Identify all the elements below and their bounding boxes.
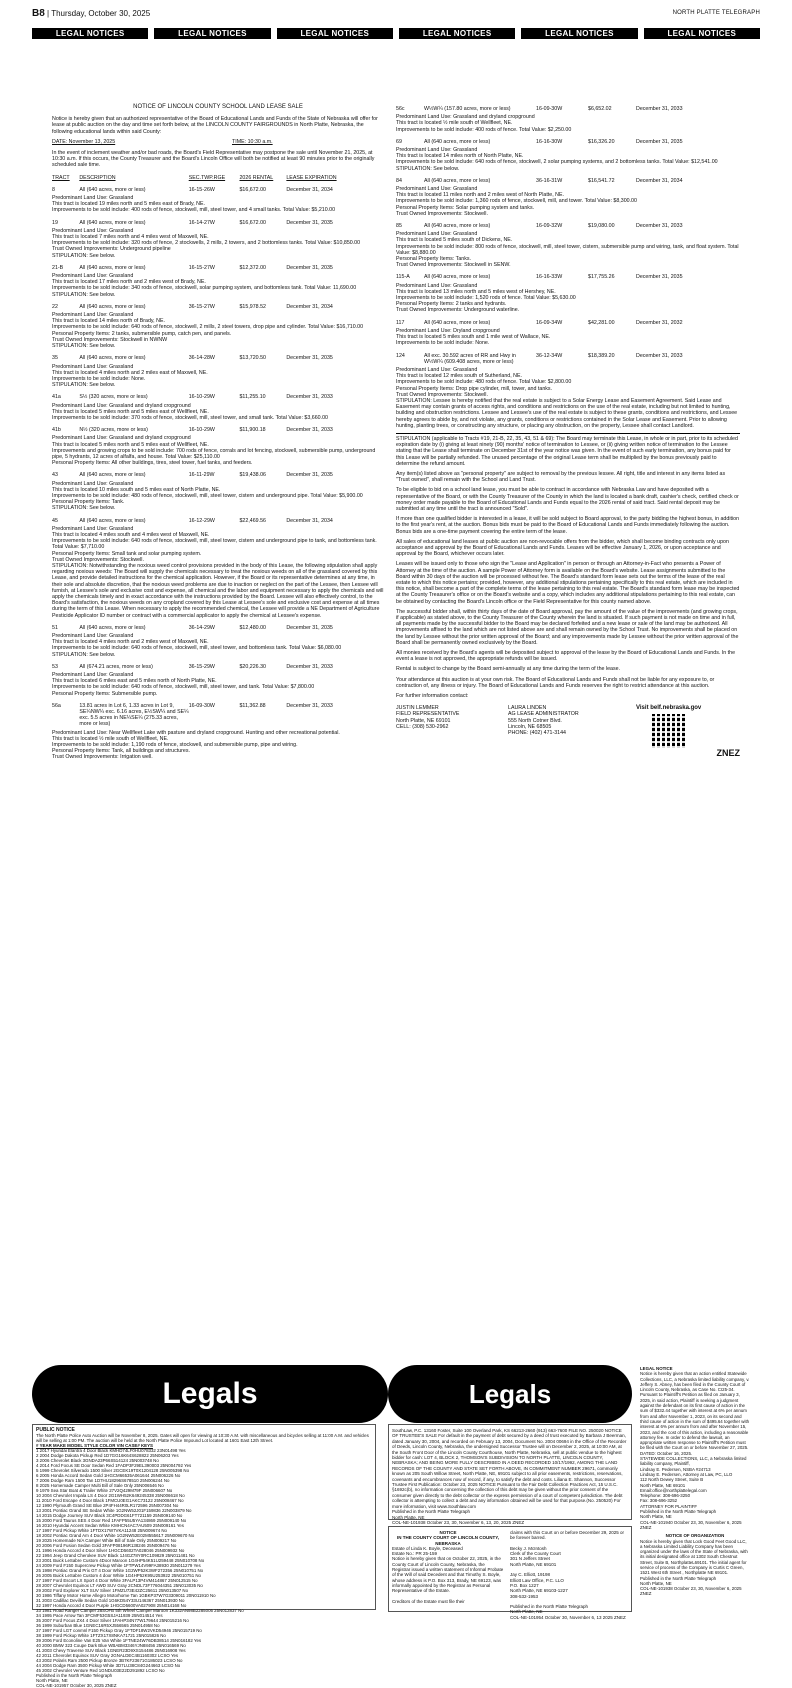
terms-paragraph: Leases will be issued only to those who sign the "Lease and Application" in person or through an Attorney-in-Fact who presents a Power of Attorney at the time of the auction. A sample Power of Attorney form is available on the Board's website. Lease assignments submitted to the Board within 30 days of the auction will be processed without fee. The Board's standard form lease sets out the terms of the lease of the real estate to which this notice pertains; provided, however, any additional stipulations pertaining specifically to this real estate, which are included in this notice, shall become a part of the complete terms of the lease pertaining to this real estate. The Board's standard form lease may be inspected at the County Treasurer's office or on the Board's website and a copy, which includes any additional stipulations pertaining to this real estate, can be obtained by contacting the Board's Lincoln office or the Field Representative for this county named above. bbox=[396, 561, 740, 605]
tract-cell: $11,362.88 bbox=[239, 702, 266, 709]
tract-cell: 21-B bbox=[52, 264, 64, 271]
terms-paragraph: The successful bidder shall, within thirty days of the date of Board approval, pay the amount of the value of the improvements (and growing crops, if applicable) as stated above, to the County Treasurer of the County wherein the land is situated. If such payment is not made on time and in full, all payments made by the successful bidder to the Board may be declared forfeited and a new lease or sale of the land may be authorized. All improvements affixed to the land which are not listed above are and shall remain owned by the School Trust. No improvements shall be placed on the land by Lessee without the prior written approval of the Board; and any improvements made by Lessee without the prior written approval of the Board shall be permanently owned exclusively by the Board. bbox=[396, 608, 739, 646]
tract-cell: 36-12-34W bbox=[536, 352, 563, 359]
band-label: LEGAL NOTICES bbox=[154, 28, 270, 39]
tract-cell: 16-10-29W bbox=[188, 394, 215, 401]
tract-cell: 56c bbox=[396, 106, 405, 112]
col-header: LEASE EXPIRATION bbox=[286, 174, 337, 181]
tract-row bbox=[396, 223, 740, 229]
legals-banner: Legals bbox=[32, 1365, 388, 1423]
tract-cell: December 31, 2033 bbox=[636, 106, 683, 112]
weather-note: In the event of inclement weather and/or bad roads, the Board's Field Representative may postpone the sale until November 21, 2025, at 10:30 a.m. If this occurs, the County Treasurer and the Board's Lincoln Office will both be notified at least 90 minutes prior to the originally scheduled sale time. bbox=[52, 150, 375, 169]
tract-details: Predominant Land Use: Grassland This tract is located 13 miles north and 5 miles west of Hershey, NE. Improvements to be sold include: 1,520 rods of fence. Total Value: $5,630.00 Personal Property Items: 2 tanks and hydrants. Trust Owned Improvements: Underground waterline. bbox=[396, 282, 576, 314]
tract-cell: December 31, 2035 bbox=[286, 472, 333, 479]
terms-paragraph: To be eligible to bid on a school land lease, you must be able to contract in accordance with Nebraska Law and have deposited with a representative of the Board, or with the County Treasurer of the County in which the land is located a bank draft, cashier's check, certified check or money order made payable to the Board of Educational Lands and Funds equal to the 2026 rental of said tract. Said rental deposit may be submitted at any time until the tract is announced "Sold". bbox=[396, 487, 739, 512]
tract-cell: December 31, 2033 bbox=[286, 702, 333, 709]
tract-cell: 117 bbox=[396, 319, 405, 326]
tract-row bbox=[396, 320, 740, 326]
tract-cell: 16-09-30W bbox=[188, 702, 215, 709]
tract-cell: $15,978.52 bbox=[239, 303, 266, 310]
tract-cell: 16-12-29W bbox=[188, 517, 215, 524]
tract-cell: All (640 acres, more or less) bbox=[424, 138, 491, 145]
tract-details: Predominant Land Use: Grassland This tract is located 17 miles north and 2 miles west of Brady, NE. Improvements to be sold include: 340 rods of fence, stockwell, solar pumping system, and bottomless tank. Total Value: 11,690.00 STIPULATION: See below. bbox=[52, 273, 357, 298]
vehicle-table-header: # YEAR MAKE MODEL STYLE COLOR VIN CASE# KEYS bbox=[36, 1443, 153, 1448]
col-header: SEC.TWP.RGE bbox=[188, 174, 226, 181]
tract-cell: December 31, 2032 bbox=[636, 319, 683, 326]
tract-cell: $42,281.00 bbox=[588, 319, 615, 326]
contact-field-rep: JUSTIN LEMMER FIELD REPRESENTATIVE North Platte, NE 69101 CELL: (308) 530-2962 bbox=[396, 705, 460, 730]
tract-row bbox=[396, 178, 740, 184]
tract-row bbox=[52, 703, 384, 728]
tract-cell: All exc. 30.592 acres of RR and Hwy in W½W¼ (609.408 acres, more or less) bbox=[424, 352, 516, 365]
tract-cell: 45 bbox=[52, 517, 58, 524]
tract-cell: 41a bbox=[52, 394, 61, 401]
tract-cell: December 31, 2033 bbox=[286, 394, 333, 401]
tract-cell: December 31, 2034 bbox=[286, 186, 333, 193]
tract-row bbox=[396, 353, 740, 365]
tract-cell: 36-14-29W bbox=[188, 624, 215, 631]
vehicle-list: 1 2017 Hyundai Elantra 4 Door Black KMHD74LF0HU078332 23N01498 Yes 2 2004 Dodge Dakota Pickup Red 1D7GG16K64S628822 25N06203 Yes 3 2006 Chevrolet Black 3GNDA23P66S514124 25N003748 No 4 2014 Ford Focus SE Door Sedan Red 1FADP3F29EL390003 25N004792 Yes 5 1999 Chevrolet Silverado 1500 Silver 2GCEK19T0X1204128 25N005398 No 6 2005 Honda Accord Sedan Gold 1HGCM66535A061644 25N006226 No 7 2006 Dodge Ram 1500 Tan 1D7HU18296S678510 25N006244 No 8 2025 Homemade Camper Multi Bill of Sale Only 25N006546 No 9 1979 Sea Star Boat & Trailer White 27V2Q429M79F 25N006607 No 10 2004 Chevrolet Impala LS 4 Door 2G1WH52K649245338 25N006618 No 11 2010 Ford Escape 4 Door Black 1FMCU0EG1AKC73122 25N008467 No 12 1990 Plymouth Grand SE Blue 2P4FH44R0LR172596 25N007304 No 13 2001 Pontiac Grand SE Sedan White 1G2NW52J01F159836 22N003879 No 14 2015 Dodge Journey SUV Black 3C4PDDG61FT721159 25N009140 No 15 2000 Ford Taurus SES 4 Door Red 1FAFP55U5YA134869 25N009140 No 16 2010 Hyundai Accent Sedan White KMHCN4AC7AU509 25N009161 Yes 17 1997 Ford Pickup White 1FTDX17W7VKA11248 25N009674 No 18 2002 Pontiac Grand Am 4 Door White 1G2NW52E02M555617 25N009670 No 19 2025 Homemade N/A Camper White Bill of Sale Only 25N009217 No 20 2006 Ford Fusion Sedan Gold 3FAFP08196R138246 25N009476 No 21 1996 Honda Accord 4 Door Silver 1HGCD5602TA028046 25N009932 No 22 1994 Jeep Grand Cherokee SUV Black 1J4GZ78Y0RC109829 25N011481 No 23 2001 Buick LeSabre Custom 4Door Maroon 1G4HP54K51U259448 25N010708 No 24 2009 Ford F150 Supercrew Pickup White 1FTPW14V99FA38930 25N011279 Yes 25 1998 Pontiac Grand Prix GT 4 Door White 1G2WP52K3WF272356 25N010751 No 26 2005 Buick LeSabre Custom 4 door White 1G4HP52K95U253922 25N010751 No 27 1997 Ford Escort LX Sport 4 Door White 3FALP13P4VM414867 25N012515 No 28 2007 Chevrolet Equinox LT AWD SUV Gray 2CNDL73F776044351 25N013035 No 29 2002 Ford Explorer XLT SUV Silver 1FMZU73E42ZC25611 25N013507 No 30 1986 Tiffany Motor Home Allegro Motorhome Tan 1GBKP37W7G3309011 20N011910 No 31 2003 Cadillac Deville Sedan Gold 1G6KD54Y33U146367 25N013930 No 32 1997 Honda Accord 4 Door Purple 1HGCD5600VA027908 25N014168 No 33 1981 Road Ranger Camper 28SOFB 5th Wheel Camper Maroon 1K332AN98B2285005 25N012837 No 34 1995 Pace Arrow Tan 3FCMF53G5SJA11939 25N014514 Yes 35 2007 Ford Focus ZX4 4 Door Silver 1FAHP34N77W179644 25N015216 No 36 1999 Suburban Blue 1GNEC16R5XJ556565 25N014958 No 37 1997 Ford LGT conmnl F150 Pickup Gray 1FTDF18W2VKD54946 25N015719 No 38 1999 Ford Pickup White 1FTZX17X8NKA71721 25N015826 No 39 2006 Ford Econoline Van E25 Van White 1FTNE24W76DB38514 25N016182 Yes 40 2000 BMW 323 Coupe Dark Blue WBABM3346YJN88456 25N016569 No 41 2003 Chevy Traverse SUV Black 1GNER23D9XS154486 25N016908 Yes 42 2011 Chevrolet Equinox SUV Gray 2GNALDEC4B1160302 LCSO Yes 43 2002 Polaris Ram 2500 Pickup Bronze 3B7KF23671G186023 LCSO No 44 2004 Dodge Ram 3500 Pickup White 3D7LU38C84G244663 LCSO No 45 2002 Chevrolet Venture Red 1GNDU03E22D291892 LCSO No bbox=[36, 1448, 244, 1673]
terms-paragraph: If more than one qualified bidder is interested in a lease, it will be sold subject to Board approval, to the party bidding the highest bonus, in addition to the first year's rent, at the auction. Bonus bids must be paid to the Board of Educational Lands and Funds immediately following the auction. Bonus bids are a one-time payment covering the entire term of the lease. bbox=[396, 516, 740, 535]
date-time-row bbox=[52, 139, 384, 145]
notice-intro: Notice is hereby given that an authorized representative of the Board of Educational Lands and Funds of the State of Nebraska will offer for lease at public auction on the day and time set forth below, at the LINCOLN COUNTY FAIRGROUNDS in North Platte, Nebraska, the following educational lands within said County: bbox=[52, 116, 378, 135]
tract-cell: $16,541.72 bbox=[588, 177, 615, 184]
page-header bbox=[32, 8, 760, 22]
tract-cell: $22,469.56 bbox=[239, 517, 266, 524]
tract-cell: $19,438.06 bbox=[239, 472, 266, 479]
tract-cell: December 31, 2033 bbox=[636, 352, 683, 359]
notice-heading: NOTICE OF ORGANIZATION bbox=[665, 1533, 725, 1539]
tract-list bbox=[52, 187, 384, 761]
tract-cell: December 31, 2035 bbox=[636, 274, 683, 281]
notice-heading: LEGAL NOTICE bbox=[640, 1366, 673, 1371]
tract-cell: $16,672.00 bbox=[239, 219, 266, 226]
col-header: TRACT bbox=[52, 174, 70, 181]
tract-row bbox=[52, 518, 384, 524]
table-header bbox=[52, 175, 384, 181]
tract-cell: December 31, 2033 bbox=[286, 427, 333, 434]
school-land-notice-right bbox=[396, 100, 740, 757]
organization-notice: Notice is hereby given that Lock Good Feet Good LLC, a Nebraska Limited Liability Company has been organized under the laws of the State of Nebraska, with its initial designated office at 1302 South Chestnut Street, Suite B, NorthplatteL69101. The initial agent for service of process of the Company is Curtis C Green, 1521 West 6th Street , Northplatte NE 69101. Published in the North Platte Telegraph North Platte, NE COL-NE-101938 October 23, 30, November 6, 2025 ZNEZ bbox=[640, 1538, 748, 1597]
page-header-left bbox=[32, 8, 150, 19]
tract-cell: 84 bbox=[396, 177, 402, 184]
tract-cell: $6,652.02 bbox=[588, 106, 612, 112]
tract-cell: December 31, 2035 bbox=[286, 355, 333, 362]
tract-details: Predominant Land Use: Grassland This tract is located 7 miles north and 4 miles west of Maxwell, NE. Improvements to be sold include: 320 rods of fence, 2 stockwells, 2 mills, 2 towers, and 2 bottomless tanks. Total Value: $10,850.00 Trust Owned Improvements: Underground pipeline STIPULATION: See below. bbox=[52, 227, 361, 259]
sale-time: TIME: 10:30 a.m. bbox=[232, 138, 273, 145]
tract-details: Predominant Land Use: Grassland This tract is located 10 miles south and 5 miles east of North Platte, NE. Improvements to be sold include: 480 rods of fence, stockwell, mill, steel tower, cistern and underground pipe. Total Value: $5,900.00 Personal Property Items: Tank. STIPULATION: See below. bbox=[52, 480, 363, 512]
tract-row bbox=[52, 304, 384, 310]
tract-cell: $11,255.10 bbox=[239, 394, 266, 401]
tract-cell: W½W¼ (157.80 acres, more or less) bbox=[424, 106, 511, 112]
band-label: LEGAL NOTICES bbox=[521, 28, 637, 39]
tract-cell: 43 bbox=[52, 472, 58, 479]
tract-details: Predominant Land Use: Grassland This tract is located 11 miles north and 2 miles west of North Platte, NE. Improvements to be sold include: 1,360 rods of fence, stockwell, mill, and tower. Total Value: $8,300.00 Personal Property Items: Solar pumping system and tanks. Trust Owned Improvements: Stockwell. bbox=[396, 186, 637, 217]
terms-paragraph: Any item(s) listed above as "personal property" are subject to removal by the previous lessee. All right, title and interest in any items listed as "Trust owned", shall remain with the School and Land Trust. bbox=[396, 470, 726, 484]
tract-details: Predominant Land Use: Grassland This tract is located 14 miles north of Brady, NE. Improvements to be sold include: 640 rods of fence, stockwell, 2 mills, 2 steel towers, drop pipe and cylinder. Total Value: $16,710.00 Personal Property Items: 2 tanks, submersible pump, catch pen, and panels. Trust Owned Improvements: Stockwell in NWNW STIPULATION: See below. bbox=[52, 312, 364, 350]
tract-details: Predominant Land Use: Grassland This tract is located 19 miles north and 5 miles east of Brady, NE. Improvements to be sold include: 400 rods of fence, stockwell, mill, steel tower, and 4 small tanks. Total Value: $5,210.00 bbox=[52, 195, 336, 214]
tract-cell: December 31, 2035 bbox=[286, 624, 333, 631]
tract-cell: December 31, 2034 bbox=[286, 517, 333, 524]
terms-paragraph: STIPULATION (applicable to Tracts #19, 21-B, 22, 35, 43, 51 & 69): The Board may terminate this Lease, in whole or in part, prior to its scheduled expiration date by (i) giving at least ninety (90) months' notice of termination to Lessee, or (ii) giving written notice of termination to the Lessee stating that the Lease shall terminate on December 31st of the year notice was given. In the event of such early termination, any bonus paid for this Lease will be partially refunded. The unused percentage of the original Lease term shall be multiplied by the bonus previously paid to determine the refund amount. bbox=[396, 433, 740, 467]
tract-cell: $13,720.50 bbox=[239, 355, 266, 362]
tract-cell: 16-14-27W bbox=[188, 219, 215, 226]
tract-cell: December 31, 2034 bbox=[286, 303, 333, 310]
tract-details: Predominant Land Use: Grassland This tract is located 4 miles south and 4 miles west of Maxwell, NE. Improvements to be sold include: 640 rods of fence, stockwell, mill, steel tower, cistern and underground pipe to tank, and bottomless tank. Total Value: $7,710.00 Personal Property Items: Small tank and solar pumping system. Trust Owned Improvements: Stockwell. STIPULATION: Notwithstanding the noxious weed control provisions provided in the body of this Lease, the following stipulation shall apply regarding noxious weeds: The Board will supply the chemicals necessary to treat the noxious weeds on all of the grassland covered by this Lease, and provide detailed instructions for the chemical application. However, if the Board or its representative determines at any time, in their sole and absolute discretion, that the noxious weed problems are due to inaction or neglect on the part of the Lessee, then Lessee will furnish, at Lessee's sole and exclusive cost and expense, all chemical and the labor and equipment necessary to apply the chemicals and will apply the chemicals timely and in exact accordance with the instructions provided by the Board. Lessee will also effectively control, to the Board's satisfaction, the noxious weeds on any cropland covered by this Lease at Lessee's sole and exclusive cost and expense at all times during the term of this Lease. When necessary to apply the recommended chemical, the Lessee will provide a NE Department of Agriculture Pesticide Applicator ID number or contract with a commercial applicator to apply the chemical at Lessee's expense. bbox=[52, 525, 384, 619]
tract-cell: $18,389.20 bbox=[588, 352, 615, 359]
tract-row bbox=[52, 427, 384, 433]
collections-notice: Notice is hereby given that an action entitled Statewide Collections, LLC, a Nebraska limited liability company, v. Jeffery S. Abney, has been filed in the County Court of Lincoln County, Nebraska, as Case No. CI25-34. Pursuant to Plaintiff's Petition as filed on January 3, 2025, in said action, Plaintiff is seeking a judgment against the defendant on its first cause of action in the sum of $332.44 together with interest at 6% per annum from and after November 1, 2023, on its second and third cause of action in the sum of $495.64 together with interest at 6% per annum from and after November 15, 2023, and the cost of this action, including a reasonable attorney fee. In order to defend the lawsuit, an appropriate written response to Plaintiff's Petition must be filed with the Court on or before November 27, 2025. DATED: October 16, 2025. STATEWIDE COLLECTIONS, LLC, a Nebraska limited liability company, Plaintiff, Lindsay E. Pedersen, NSBA #24713 Lindsay E. Pedersen, Attorney at Law, PC, LLO 112 North Dewey Street, Suite B North Platte, NE 69101 Email:office@northplattelegal.com Telephone: 308-696-3250 Fax: 308-696-3252 ATTORNEY FOR PLAINTIFF Published in the North Platte Telegraph North Platte, NE COL-NE-101940 October 23, 30, November 6, 2025 ZNEZ bbox=[640, 1371, 750, 1530]
tract-cell: 51 bbox=[52, 624, 58, 631]
tract-cell: 16-16-30W bbox=[536, 138, 563, 145]
contact-administrator: LAURA LINDEN AG LEASE ADMINISTRATOR 555 North Cotner Blvd. Lincoln, NE 68505 PHONE: (402) 471-3144 bbox=[508, 705, 579, 737]
tract-cell: All (640 acres, more or less) bbox=[79, 264, 146, 271]
band-label: LEGAL NOTICES bbox=[32, 28, 148, 39]
tract-cell: 16-09-30W bbox=[536, 106, 563, 112]
tract-details: Predominant Land Use: Grassland and dryland cropground This tract is located ½ mile south of Wellfleet, NE. Improvements to be sold include: 400 rods of fence. Total Value: $2,250.00 bbox=[396, 114, 572, 133]
tract-cell: S½ (320 acres, more or less) bbox=[79, 394, 148, 401]
tract-cell: All (640 acres, more or less) bbox=[79, 186, 146, 193]
legals-banner: Legals bbox=[388, 1365, 632, 1423]
probate-right: claims with this Court on or before December 29, 2025 or be forever barred. Becky J. McIntosh Clerk of the County Court 301 N Jeffers Street North Platte, NE 69101 Jay C. Elliott, 19198 Elliott Law Office, P.C. LLO P.O. Box 1227 North Platte, NE 69103-1227 308-532-1953 Published in the North Platte Telegraph North Platte, NE COL-NE-101954 October 30, November 6, 13 2025 ZNEZ bbox=[510, 1530, 626, 1620]
court-name: IN THE COUNTY COURT OF LINCOLN COUNTY, NEBRASKA bbox=[397, 1535, 499, 1546]
tract-details: Predominant Land Use: Grassland This tract is located 4 miles north and 2 miles east of Maxwell, NE. Improvements to be sold include: None. STIPULATION: See below. bbox=[52, 363, 208, 389]
legal-notice-right bbox=[640, 1366, 750, 1597]
tract-cell: 36-15-29W bbox=[188, 663, 215, 670]
band-label: LEGAL NOTICES bbox=[399, 28, 515, 39]
tract-cell: 36-16-31W bbox=[536, 177, 563, 184]
tract-cell: All (640 acres, more or less) bbox=[79, 517, 146, 524]
tract-details: Predominant Land Use: Near Wellfleet Lake with pasture and dryland cropground. Hunting and other recreational potential. This tract is located ½ mile south of Wellfleet, NE. Improvements to be sold include: 1,190 rods of fence, stockwell, and submersible pump, pipe and wiring. Personal Property Items: Tank, all buildings and structures. Trust Owned Improvements: Irrigation well. bbox=[52, 729, 340, 761]
notice-title: NOTICE OF LINCOLN COUNTY SCHOOL LAND LEASE SALE bbox=[133, 104, 303, 110]
website-block bbox=[636, 705, 701, 748]
paper-name: NORTH PLATTE TELEGRAPH bbox=[672, 10, 760, 16]
tract-cell: All (640 acres, more or less) bbox=[79, 303, 146, 310]
tract-row bbox=[52, 187, 384, 193]
tract-cell: 13.81 acres in Lot 6, 1.33 acres in Lot 9, SE¼NW¼ exc. 6.16 acres, E½SW¼ and SE¼ exc. 5.5 acres in NE¼SE¼ (275.33 acres, more or less) bbox=[79, 702, 189, 728]
probate-left bbox=[392, 1530, 504, 1608]
tract-details: Predominant Land Use: Grassland This tract is located 12 miles south of Sutherland, NE. Improvements to be sold include: 480 rods of fence. Total Value: $2,800.00 Personal Property Items: Drop pipe cylinder, mill, tower, and tanks. Trust Owned Improvements: Stockwell. STIPULATION: Lessee is hereby notified that the real estate is subject to a Solar Energy Lease and Easement Agreement. Said Lease and Easement may contain grants of access rights, and conditions and restrictions on the use of the real estate, including but not limited to hunting, building and obstruction restrictions. Lessee and Lessee's use of the real estate is subject to these grants, conditions and restrictions, and Lessee hereby agrees to abide by, and not violate, any grants, conditions or restrictions contained in the Solar Lease and Easement. Prior to allowing hunting, planting trees, or constructing any structure, or placing any obstruction, on the property, Lessee shall contact Landlord. bbox=[396, 366, 738, 429]
notice-body: The North Platte Police Auto Auction will be November 8, 2025. Gates will open for viewing at 10:30 A.M. with miscellaneous and bicycles selling at 11:00 A.M. and vehicles will be selling at 1:00 PM. The auction will be held at the North Platte Police Impound Lot located at 1601 East 12th Street. bbox=[36, 1433, 369, 1443]
tract-cell: All (640 acres, more or less) bbox=[79, 219, 146, 226]
tract-cell: 19 bbox=[52, 219, 58, 226]
terms-paragraph: All monies received by the Board's agents will be deposited subject to approval of the lease by the Board of Educational Lands and Funds. In the event a lease is not approved, the appropriate refunds will be issued. bbox=[396, 650, 736, 663]
tract-cell: 124 bbox=[396, 352, 405, 359]
tract-cell: December 31, 2034 bbox=[636, 177, 683, 184]
tract-cell: 16-09-34W bbox=[536, 319, 563, 326]
page-number: B8 bbox=[32, 8, 45, 19]
qr-code-icon bbox=[652, 714, 686, 748]
tract-row bbox=[52, 664, 384, 670]
tract-cell: 16-16-33W bbox=[536, 274, 563, 281]
tract-row bbox=[396, 139, 740, 145]
website-link[interactable]: Visit belf.nebraska.gov bbox=[636, 705, 702, 712]
tract-row bbox=[396, 106, 740, 112]
tract-cell: $12,372.00 bbox=[239, 264, 266, 271]
tract-cell: All (640 acres, more or less) bbox=[79, 624, 146, 631]
znez-mark: ZNEZ bbox=[716, 748, 740, 759]
tract-cell: December 31, 2035 bbox=[286, 219, 333, 226]
tract-cell: 35 bbox=[52, 355, 58, 362]
tract-row bbox=[52, 265, 384, 271]
terms-paragraph: All sales of educational land leases at public auction are non-revocable offers from the bidder, which shall become binding contracts only upon acceptance and approval by the Board of Educational Lands and Funds. Leases will be effective January 1, 2026, or upon acceptance and approval by the Board, whichever occurs later. bbox=[396, 538, 729, 558]
tract-cell: All (640 acres, more or less) bbox=[424, 223, 491, 230]
tract-row bbox=[52, 472, 384, 478]
tract-cell: $17,755.26 bbox=[588, 274, 615, 281]
col-header: 2026 RENTAL bbox=[239, 174, 274, 181]
tract-cell: All (640 acres, more or less) bbox=[79, 472, 146, 479]
tract-row bbox=[52, 355, 384, 361]
tract-cell: All (640 acres, more or less) bbox=[424, 274, 491, 281]
public-notice-auction bbox=[32, 1424, 376, 1688]
tract-cell: 41b bbox=[52, 427, 61, 434]
tract-cell: $16,326.20 bbox=[588, 138, 615, 145]
tract-details: Predominant Land Use: Grassland This tract is located 14 miles north of North Platte, NE. Improvements to be sold include: 640 rods of fence, stockwell, 2 solar pumping systems, and 2 bottomless tanks. Total Value: $12,541.00 STIPULATION: See below. bbox=[396, 147, 718, 172]
tract-cell: December 31, 2033 bbox=[636, 223, 683, 230]
tract-row bbox=[396, 274, 740, 280]
notice-heading: NOTICE bbox=[439, 1530, 457, 1535]
tract-cell: $12,480.00 bbox=[239, 624, 266, 631]
tract-cell: $16,672.00 bbox=[239, 186, 266, 193]
tract-cell: All (674.21 acres, more or less) bbox=[79, 663, 153, 670]
tract-details: Predominant Land Use: Grassland and dryland cropground This tract is located 5 miles north and 5 miles east of Wellfleet, NE. Improvements to be sold include: 370 rods of fence, stockwell, mill, steel tower, and small tank. Total Value: $3,660.00 bbox=[52, 402, 328, 421]
tract-cell: 115-A bbox=[396, 274, 410, 281]
contacts bbox=[396, 705, 740, 748]
tract-cell: 85 bbox=[396, 223, 402, 230]
tract-cell: 16-09-32W bbox=[536, 223, 563, 230]
tract-cell: 22 bbox=[52, 303, 58, 310]
tract-cell: December 31, 2033 bbox=[286, 663, 333, 670]
tract-details: Predominant Land Use: Grassland This tract is located 4 miles north and 2 miles west of Maxwell, NE. Improvements to be sold include: 640 rods of fence, stockwell, mill, steel tower, and bottomless tank. Total Value: $6,080.00 STIPULATION: See below. bbox=[52, 633, 342, 658]
probate-notice bbox=[388, 1526, 632, 1620]
tract-cell: 53 bbox=[52, 663, 58, 670]
tract-cell: All (640 acres, more or less) bbox=[79, 355, 146, 362]
tract-row bbox=[52, 625, 384, 631]
tract-cell: December 31, 2035 bbox=[286, 264, 333, 271]
notice-footer: Published in the North Platte Telegraph North Platte, NE COL-NE-101957 October 30, 2025 ZNEZ bbox=[36, 1673, 117, 1688]
section-band bbox=[32, 28, 760, 39]
trustee-sale-notice: SouthLaw, P.C. 13160 Foster, Suite 100 Overland Park, KS 66213-2660 (913) 663-7600 FILE NO. 250020 NOTICE OF TRUSTEE'S SALE For default in the payment of debt secured by a deed of trust executed by Barbara J Beerman, dated January 30, 2004, and recorded on February 13, 2004, Document No. 2004 00694 in the Office of the Recorder of Deeds, Lincoln County, Nebraska, the undersigned Successor Trustee will on December 2, 2025, at 10:00 AM, at the South Front Door of the Lincoln County Courthouse, North Platte, Nebraska, sell at public vendue to the highest bidder for cash: LOT 4, BLOCK 2, THOMSON'S SUBDIVISION TO NORTH PLATTE, LINCOLN COUNTY, NEBRASKA; AND BEING MORE FULLY DESCRIBED IN A DEED RECORDED 10/17/1992, AMONG THE LAND RECORDS OF THE COUNTY AND STATE SET FORTH ABOVE, IN COMMITMENT NUMBER 29671, commonly known as 205 South Willow Street, North Platte, NE, 69101 subject to all prior easements, restrictions, reservations, covenants and encumbrances now of record, if any, to satisfy the debt and costs. Liliana E. Shannon, Successor Trustee First Publication: October 23, 2025 NOTICE Pursuant to the Fair Debt Collection Practices Act, 15 U.S.C. §1692c(b), no information concerning the collection of this debt may be given without the prior consent of the consumer given directly to the debt collector or the express permission of a court of competent jurisdiction. The debt collector is attempting to collect a debt and any information obtained will be used for that purpose.(No. 250520) For more information, visit www.Southlaw.com Published in the North Platte Telegraph North Platte, NE COL-NE-101938 October 23, 30, November 6, 13, 20, 2025 ZNEZ bbox=[388, 1424, 632, 1520]
tract-cell: 16-10-29W bbox=[188, 427, 215, 434]
tract-details: Predominant Land Use: Dryland cropground This tract is located 5 miles south and 1 mile west of Wallace, NE. Improvements to be sold include: None. bbox=[396, 327, 551, 347]
tract-details: Predominant Land Use: Grassland and dryland cropground This tract is located 5 miles north and 5 miles east of Wellfleet, NE. Improvements and growing crops to be sold include: 700 rods of fence, corrals and lot fencing, stockwell, submersible pump, underground pipe, 5 hydrants, 12 acres of alfalfa, and house. Total Value: $25,110.00 Personal Property Items: All other buildings, tires, steel tower, fuel tanks, and feeders. bbox=[52, 435, 376, 467]
band-label: LEGAL NOTICES bbox=[644, 28, 760, 39]
terms-paragraph: For further information contact: bbox=[396, 693, 469, 700]
tract-cell: 69 bbox=[396, 138, 402, 145]
tract-cell: 36-15-27W bbox=[188, 303, 215, 310]
tract-row bbox=[52, 220, 384, 226]
tract-details: Predominant Land Use: Grassland This tract is located 6 miles east and 5 miles north of North Platte, NE. Improvements to be sold include: 640 rods of fence, stockwell, mill, steel tower, and tank. Total Value: $7,800.00 Personal Property Items: Submersible pump. bbox=[52, 672, 315, 697]
estate-info: Estate of Linda K. Boyle, Deceased Estate No.: PR 25-159 bbox=[392, 1545, 463, 1557]
tract-list bbox=[396, 106, 740, 429]
tract-cell: $11,900.18 bbox=[239, 427, 266, 434]
tract-cell: 16-15-27W bbox=[188, 264, 215, 271]
tract-cell: December 31, 2035 bbox=[636, 138, 683, 145]
terms-paragraphs bbox=[396, 433, 740, 699]
band-label: LEGAL NOTICES bbox=[277, 28, 393, 39]
tract-cell: All (640 acres, more or less) bbox=[424, 319, 491, 326]
tract-cell: N½ (320 acres, more or less) bbox=[79, 427, 148, 434]
terms-paragraph: Your attendance at this auction is at your own risk. The Board of Educational Lands and Funds shall not be liable for any exposure to, or contraction of, any illness or injury. The Board of Educational Lands and Funds reserves the right to restrict attendance at this auction. bbox=[396, 676, 715, 689]
tract-cell: 56a bbox=[52, 702, 61, 709]
issue-date: | Thursday, October 30, 2025 bbox=[47, 9, 151, 18]
tract-cell: 36-14-28W bbox=[188, 355, 215, 362]
tract-details: Predominant Land Use: Grassland This tract is located 5 miles south of Dickens, NE. Improvements to be sold include: 800 rods of fence, stockwell, mill, steel tower, cistern, submersible pump and wiring, tank, and float system. Total Value: $8,880.00 Personal Property Items: Tanks. Trust Owned Improvements: Stockwell in SENW. bbox=[396, 231, 739, 269]
tract-row bbox=[52, 394, 384, 400]
col-header: DESCRIPTION bbox=[79, 174, 116, 181]
tract-cell: $19,080.00 bbox=[588, 223, 615, 230]
tract-cell: 16-11-29W bbox=[188, 472, 215, 479]
tract-cell: All (640 acres, more or less) bbox=[424, 177, 491, 184]
sale-date: DATE: November 13, 2025 bbox=[52, 138, 116, 145]
notice-heading: PUBLIC NOTICE bbox=[36, 1427, 75, 1433]
tract-cell: $20,226.30 bbox=[239, 663, 266, 670]
tract-cell: 16-15-26W bbox=[188, 186, 215, 193]
probate-body: Notice is hereby given that on October 22, 2025, in the County Court of Lincoln County, Nebraska, the Registrar issued a written statement of Informal Probate of the Will of said Decedent and that Timothy S. Boyle, whose address is P.O. Box 313, Brady, NE 69123, was informally appointed by the Registrar as Personal Representative of the Estate. Creditors of the Estate must file their bbox=[392, 1556, 504, 1604]
tract-cell: 8 bbox=[52, 186, 55, 193]
school-land-notice-left bbox=[52, 100, 384, 765]
terms-paragraph: Rental is subject to change by the Board semi-annually at any time during the term of the lease. bbox=[396, 666, 621, 673]
